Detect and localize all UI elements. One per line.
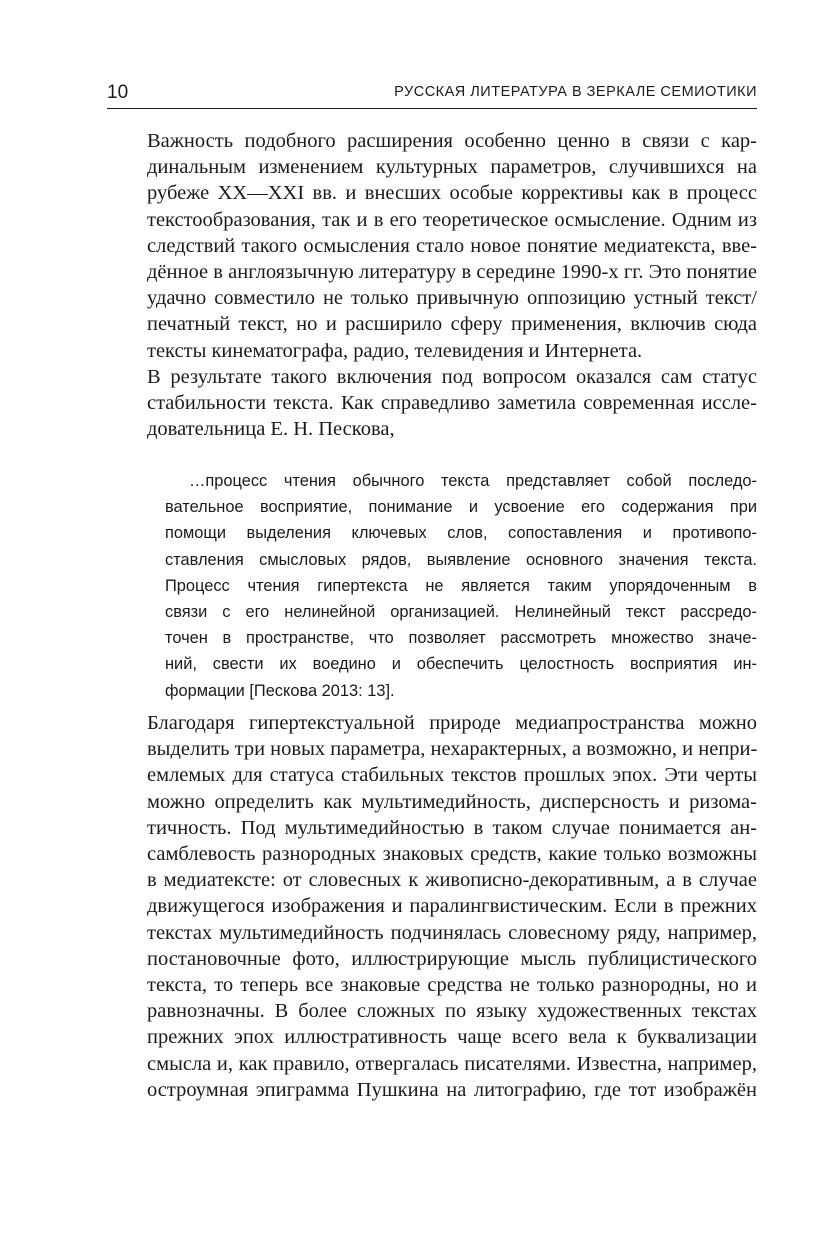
text-line: текстообразования, так и в его теоретическое осмысление. Одним из bbox=[147, 208, 757, 231]
paragraph bbox=[107, 710, 757, 1103]
text-line: тексты кинематографа, радио, телевидения и Интернета. bbox=[147, 339, 643, 362]
quote-line: формации [Пескова 2013: 13]. bbox=[165, 681, 395, 700]
text-line: выделить три новых параметра, нехарактерных, а возможно, и непри- bbox=[147, 738, 758, 761]
quote-line: Процесс чтения гипертекста не является таким упорядоченным в bbox=[165, 576, 757, 595]
paragraph-main bbox=[107, 710, 757, 1103]
text-line: В результате такого включения под вопросом оказался сам статус bbox=[147, 365, 757, 388]
quote-line: помощи выделения ключевых слов, сопоставления и противопо- bbox=[165, 524, 757, 543]
quote-paragraph bbox=[165, 468, 757, 704]
text-line: рубеже XX—XXI вв. и внесших особые коррективы как в процесс bbox=[147, 182, 757, 205]
paragraph bbox=[107, 128, 757, 364]
text-line: текстах мультимедийность подчинялась словесному ряду, например, bbox=[147, 921, 757, 944]
text-line: дённое в англоязычную литературу в середине 1990-х гг. Это понятие bbox=[147, 261, 757, 284]
quote-line: …процесс чтения обычного текста представляет собой последо- bbox=[189, 472, 757, 490]
paragraph-intro bbox=[107, 128, 757, 442]
text-line: следствий такого осмысления стало новое понятие медиатекста, вве- bbox=[147, 234, 757, 257]
text-line: можно определить как мультимедийность, дисперсность и ризома- bbox=[147, 790, 757, 813]
quote-line: вательное восприятие, понимание и усвоение его содержания при bbox=[165, 498, 757, 517]
text-line: равнозначны. В более сложных по языку художественных текстах bbox=[147, 1000, 757, 1023]
text-line: постановочные фото, иллюстрирующие мысль публицистического bbox=[147, 947, 757, 970]
text-line: стабильности текста. Как справедливо заметила современная иссле- bbox=[147, 392, 757, 415]
text-line: смысла и, как правило, отвергалась писателями. Известна, например, bbox=[147, 1052, 757, 1075]
text-line: текста, то теперь все знаковые средства не только разнородны, но и bbox=[147, 974, 757, 997]
text-line: движущегося изображения и паралингвистическим. Если в прежних bbox=[147, 895, 757, 918]
quote-line: точен в пространстве, что позволяет рассмотреть множество значе- bbox=[165, 629, 757, 648]
quote-line: связи с его нелинейной организацией. Нелинейный текст рассредо- bbox=[165, 603, 757, 622]
text-line: Благодаря гипертекстуальной природе медиапространства можно bbox=[147, 712, 757, 734]
text-line: остроумная эпиграмма Пушкина на литографию, где тот изображён bbox=[147, 1078, 757, 1101]
text-line: печатный текст, но и расширило сферу применения, включив сюда bbox=[147, 313, 757, 336]
running-title: РУССКАЯ ЛИТЕРАТУРА В ЗЕРКАЛЕ СЕМИОТИКИ bbox=[394, 84, 757, 100]
text-line: прежних эпох иллюстративность чаще всего вела к буквализации bbox=[147, 1026, 757, 1049]
text-line: довательница Е. Н. Пескова, bbox=[147, 418, 395, 441]
text-line: тичность. Под мультимедийностью в таком случае понимается ан- bbox=[147, 816, 757, 839]
quote-line: ний, свести их воедино и обеспечить целостность восприятия ин- bbox=[165, 655, 757, 674]
text-line: самблевость разнородных знаковых средств, какие только возможны bbox=[147, 843, 757, 866]
text-line: удачно совместило не только привычную оппозицию устный текст/ bbox=[147, 287, 757, 310]
text-line: в медиатексте: от словесных к живописно-декоративным, а в случае bbox=[147, 869, 757, 892]
text-line: Важность подобного расширения особенно ценно в связи с кар- bbox=[147, 130, 757, 152]
paragraph bbox=[107, 364, 757, 443]
text-line: динальным изменением культурных параметров, случившихся на bbox=[147, 156, 757, 179]
block-quote bbox=[165, 468, 757, 704]
page-header bbox=[107, 80, 757, 109]
page-number: 10 bbox=[107, 82, 129, 103]
text-line: емлемых для статуса стабильных текстов прошлых эпох. Эти черты bbox=[147, 764, 757, 787]
quote-line: ставления смысловых рядов, выявление основного значения текста. bbox=[165, 550, 757, 569]
